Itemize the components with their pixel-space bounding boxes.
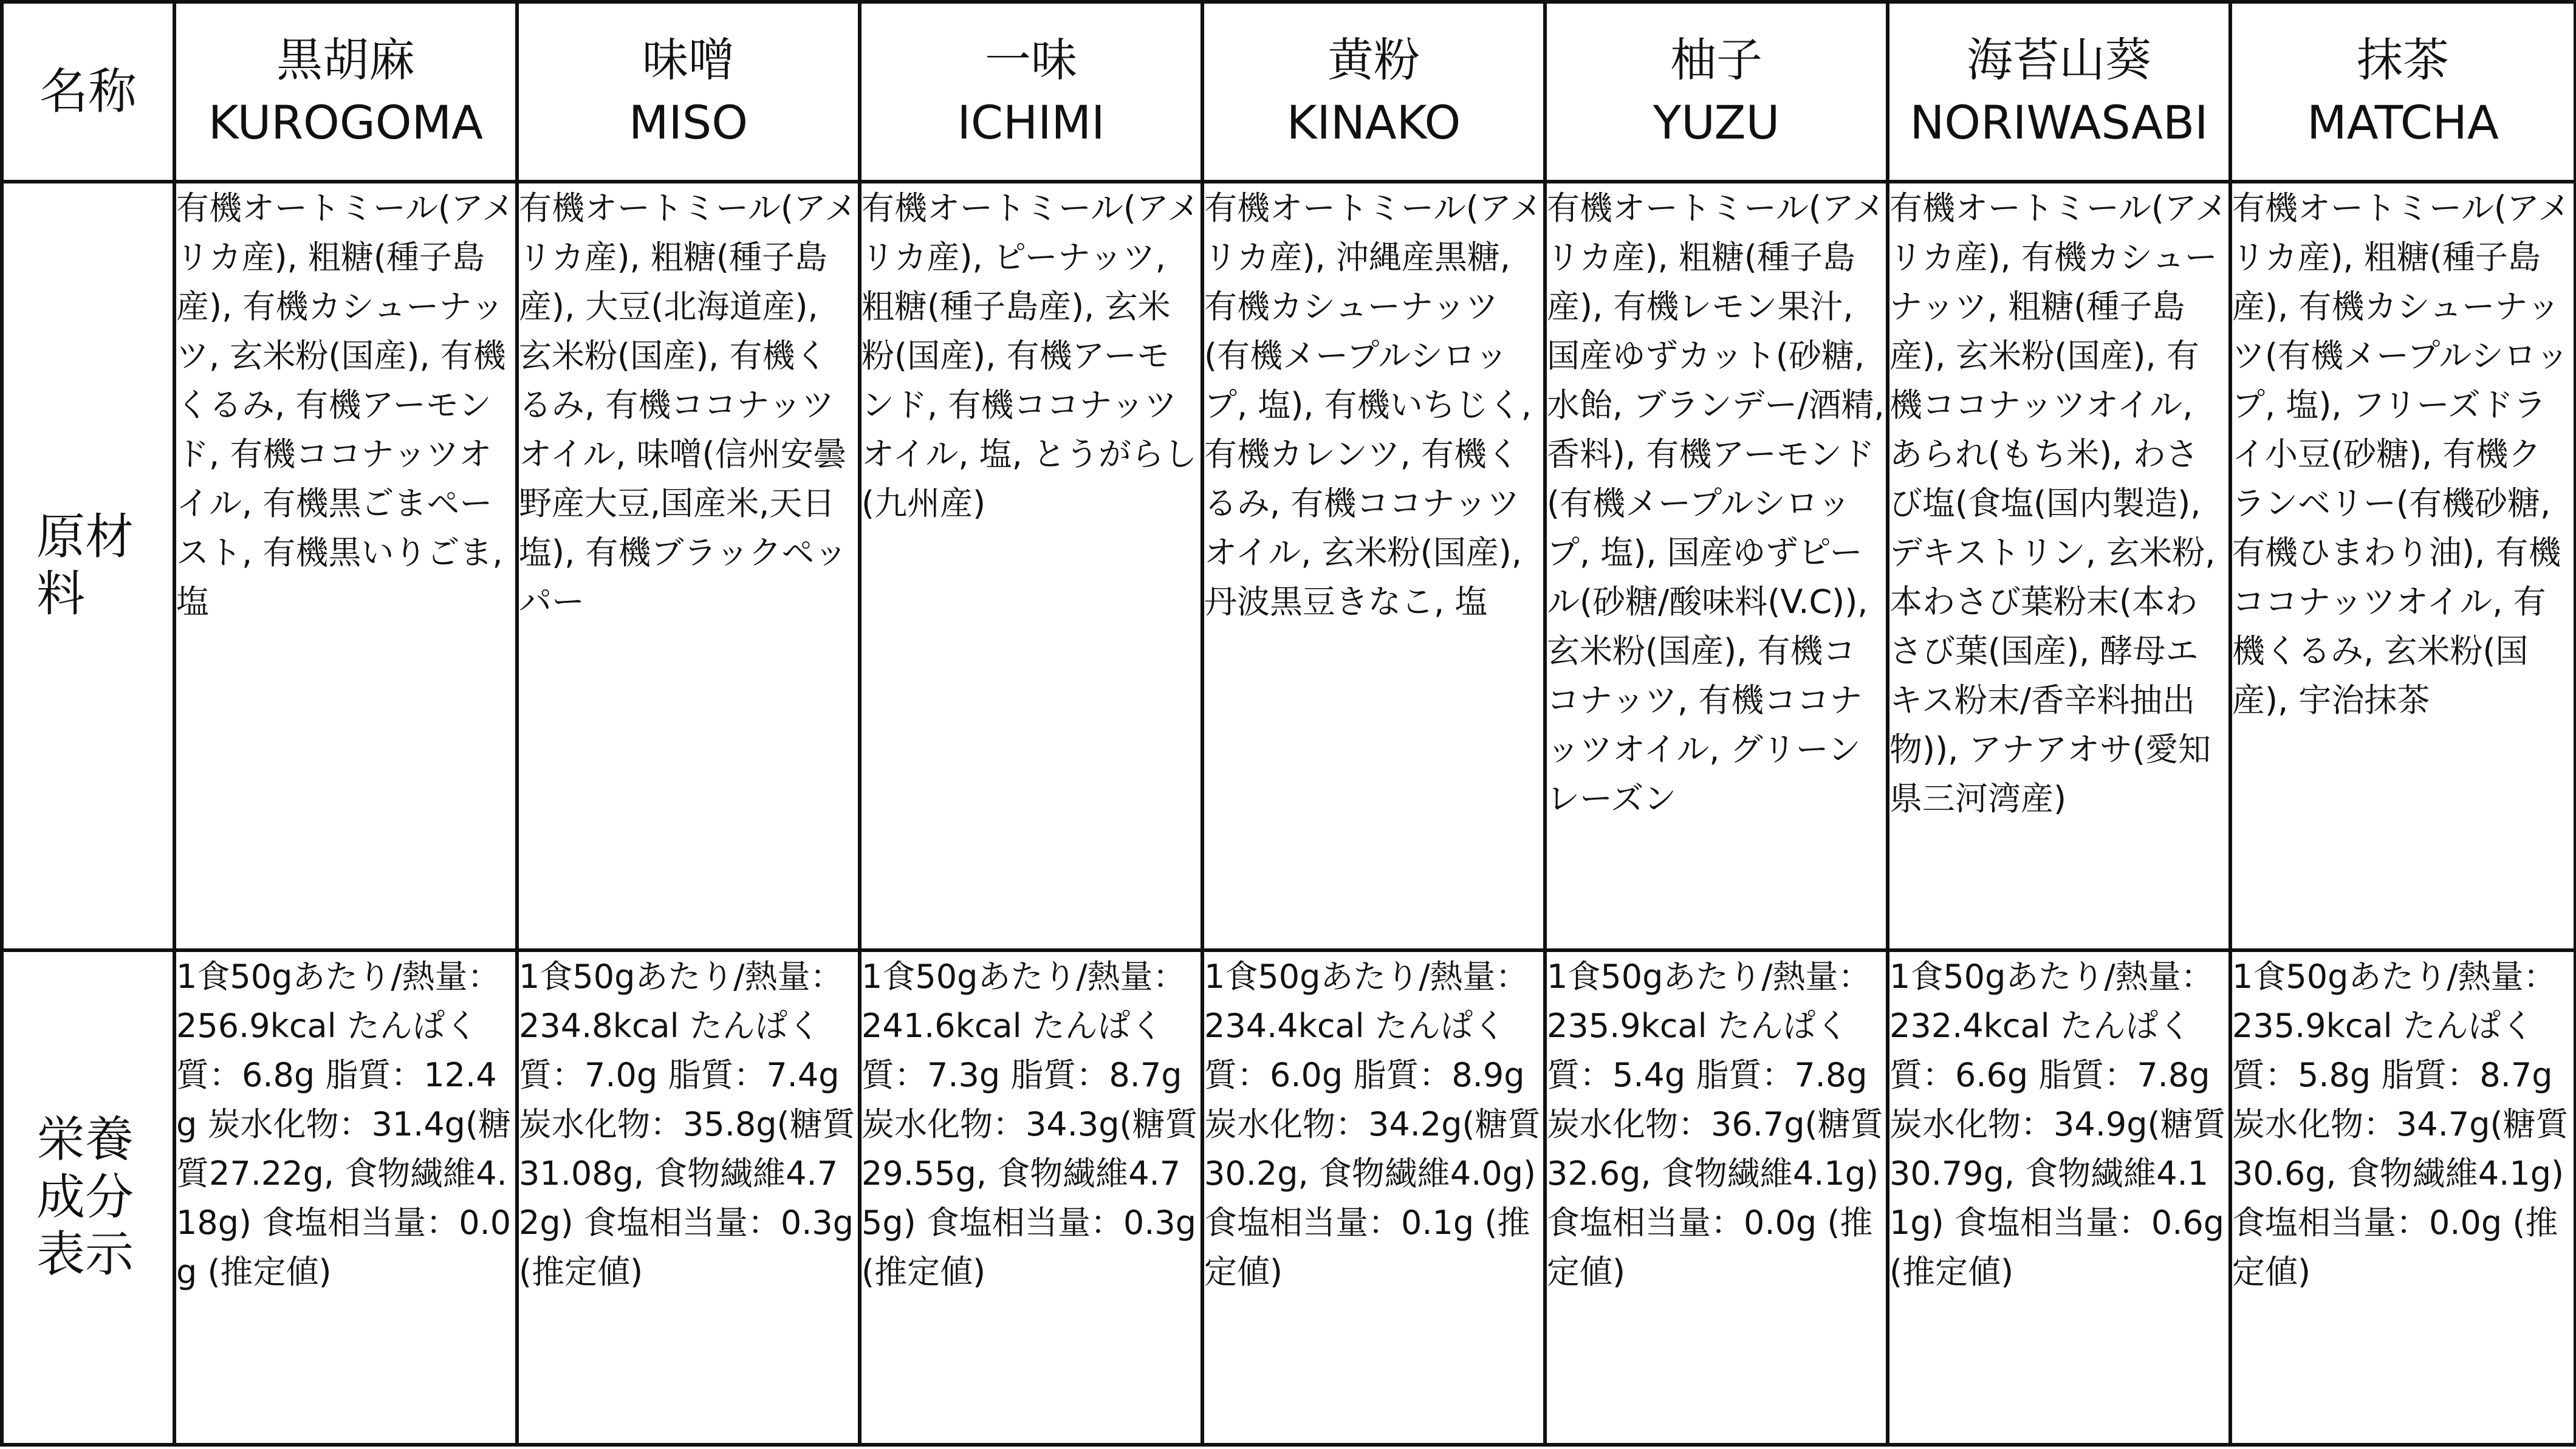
label-nutrition: 栄養成分表示 bbox=[36, 1111, 134, 1283]
product-name-jp: 味噌 bbox=[642, 33, 735, 87]
label-nutrition-cell bbox=[2, 950, 174, 1445]
product-name-jp: 海苔山葵 bbox=[1967, 33, 2151, 87]
product-name-en: ICHIMI bbox=[957, 95, 1105, 149]
product-header-ichimi bbox=[860, 2, 1202, 182]
product-header-kurogoma bbox=[174, 2, 517, 182]
ingredients-matcha: 有機オートミール(アメリカ産), 粗糖(種子島産), 有機カシューナッツ(有機メープルシロップ, 塩), フリーズドライ小豆(砂糖), 有機クランベリー(有機砂糖, 有機ひまわり油), 有機ココナッツオイル, 有機くるみ, 玄米粉(国産), 宇治抹茶 bbox=[2230, 182, 2575, 950]
ingredients-noriwasabi: 有機オートミール(アメリカ産), 有機カシューナッツ, 粗糖(種子島産), 玄米粉(国産), 有機ココナッツオイル, あられ(もち米), わさび塩(食塩(国内製造), デキストリン, 玄米粉, 本わさび葉粉末(本わさび葉(国産), 酵母エキス粉末/香辛料抽出物)), アナアオサ(愛知県三河湾産) bbox=[1888, 182, 2230, 950]
ingredients-kurogoma: 有機オートミール(アメリカ産), 粗糖(種子島産), 有機カシューナッツ, 玄米粉(国産), 有機くるみ, 有機アーモンド, 有機ココナッツオイル, 有機黒ごまペースト, 有機黒いりごま, 塩 bbox=[174, 182, 517, 950]
label-name: 名称 bbox=[39, 63, 137, 120]
label-name-cell bbox=[2, 2, 174, 182]
product-header-kinako bbox=[1202, 2, 1545, 182]
product-name-en: YUZU bbox=[1653, 95, 1780, 149]
nutrition-noriwasabi: 1食50gあたり/熱量：232.4kcal たんぱく質：6.6g 脂質：7.8g 炭水化物：34.9g(糖質30.79g, 食物繊維4.11g) 食塩相当量：0.6g (推定値) bbox=[1888, 950, 2230, 1445]
ingredients-ichimi: 有機オートミール(アメリカ産), ピーナッツ, 粗糖(種子島産), 玄米粉(国産), 有機アーモンド, 有機ココナッツオイル, 塩, とうがらし(九州産) bbox=[860, 182, 1202, 950]
nutrition-kinako: 1食50gあたり/熱量：234.4kcal たんぱく質：6.0g 脂質：8.9g 炭水化物：34.2g(糖質30.2g, 食物繊維4.0g) 食塩相当量：0.1g (推定値) bbox=[1202, 950, 1545, 1445]
product-name-en: NORIWASABI bbox=[1910, 95, 2208, 149]
product-header-miso bbox=[517, 2, 860, 182]
product-header-matcha bbox=[2230, 2, 2575, 182]
nutrition-ichimi: 1食50gあたり/熱量：241.6kcal たんぱく質：7.3g 脂質：8.7g 炭水化物：34.3g(糖質29.55g, 食物繊維4.75g) 食塩相当量：0.3g (推定値) bbox=[860, 950, 1202, 1445]
ingredients-miso: 有機オートミール(アメリカ産), 粗糖(種子島産), 大豆(北海道産), 玄米粉(国産), 有機くるみ, 有機ココナッツオイル, 味噌(信州安曇野産大豆,国産米,天日塩), 有機ブラックペッパー bbox=[517, 182, 860, 950]
nutrition-matcha: 1食50gあたり/熱量：235.9kcal たんぱく質：5.8g 脂質：8.7g 炭水化物：34.7g(糖質30.6g, 食物繊維4.1g) 食塩相当量：0.0g (推定値) bbox=[2230, 950, 2575, 1445]
product-name-jp: 抹茶 bbox=[2357, 33, 2449, 87]
nutrition-row bbox=[2, 950, 2575, 1445]
product-header-yuzu bbox=[1545, 2, 1888, 182]
product-name-jp: 黒胡麻 bbox=[276, 33, 415, 87]
ingredients-row bbox=[2, 182, 2575, 950]
product-name-jp: 柚子 bbox=[1670, 33, 1762, 87]
product-name-row bbox=[2, 2, 2575, 182]
nutrition-kurogoma: 1食50gあたり/熱量：256.9kcal たんぱく質：6.8g 脂質：12.4g 炭水化物：31.4g(糖質27.22g, 食物繊維4.18g) 食塩相当量：0.0g (推定値) bbox=[174, 950, 517, 1445]
product-header-noriwasabi bbox=[1888, 2, 2230, 182]
product-name-en: KINAKO bbox=[1286, 95, 1461, 149]
nutrition-yuzu: 1食50gあたり/熱量：235.9kcal たんぱく質：5.4g 脂質：7.8g 炭水化物：36.7g(糖質32.6g, 食物繊維4.1g) 食塩相当量：0.0g (推定値) bbox=[1545, 950, 1888, 1445]
ingredients-kinako: 有機オートミール(アメリカ産), 沖縄産黒糖, 有機カシューナッツ(有機メープルシロップ, 塩), 有機いちじく, 有機カレンツ, 有機くるみ, 有機ココナッツオイル, 玄米粉(国産), 丹波黒豆きなこ, 塩 bbox=[1202, 182, 1545, 950]
product-name-en: MATCHA bbox=[2307, 95, 2499, 149]
product-name-en: MISO bbox=[628, 95, 748, 149]
product-name-en: KUROGOMA bbox=[208, 95, 484, 149]
product-name-jp: 黄粉 bbox=[1327, 33, 1420, 87]
label-ingredients: 原材料 bbox=[36, 508, 134, 623]
label-ingredients-cell bbox=[2, 182, 174, 950]
product-name-jp: 一味 bbox=[985, 33, 1077, 87]
ingredients-yuzu: 有機オートミール(アメリカ産), 粗糖(種子島産), 有機レモン果汁, 国産ゆずカット(砂糖, 水飴, ブランデー/酒精, 香料), 有機アーモンド(有機メープルシロップ, 塩), 国産ゆずピール(砂糖/酸味料(V.C)), 玄米粉(国産), 有機ココナッツ, 有機ココナッツオイル, グリーンレーズン bbox=[1545, 182, 1888, 950]
nutrition-miso: 1食50gあたり/熱量：234.8kcal たんぱく質：7.0g 脂質：7.4g 炭水化物：35.8g(糖質31.08g, 食物繊維4.72g) 食塩相当量：0.3g (推定値) bbox=[517, 950, 860, 1445]
